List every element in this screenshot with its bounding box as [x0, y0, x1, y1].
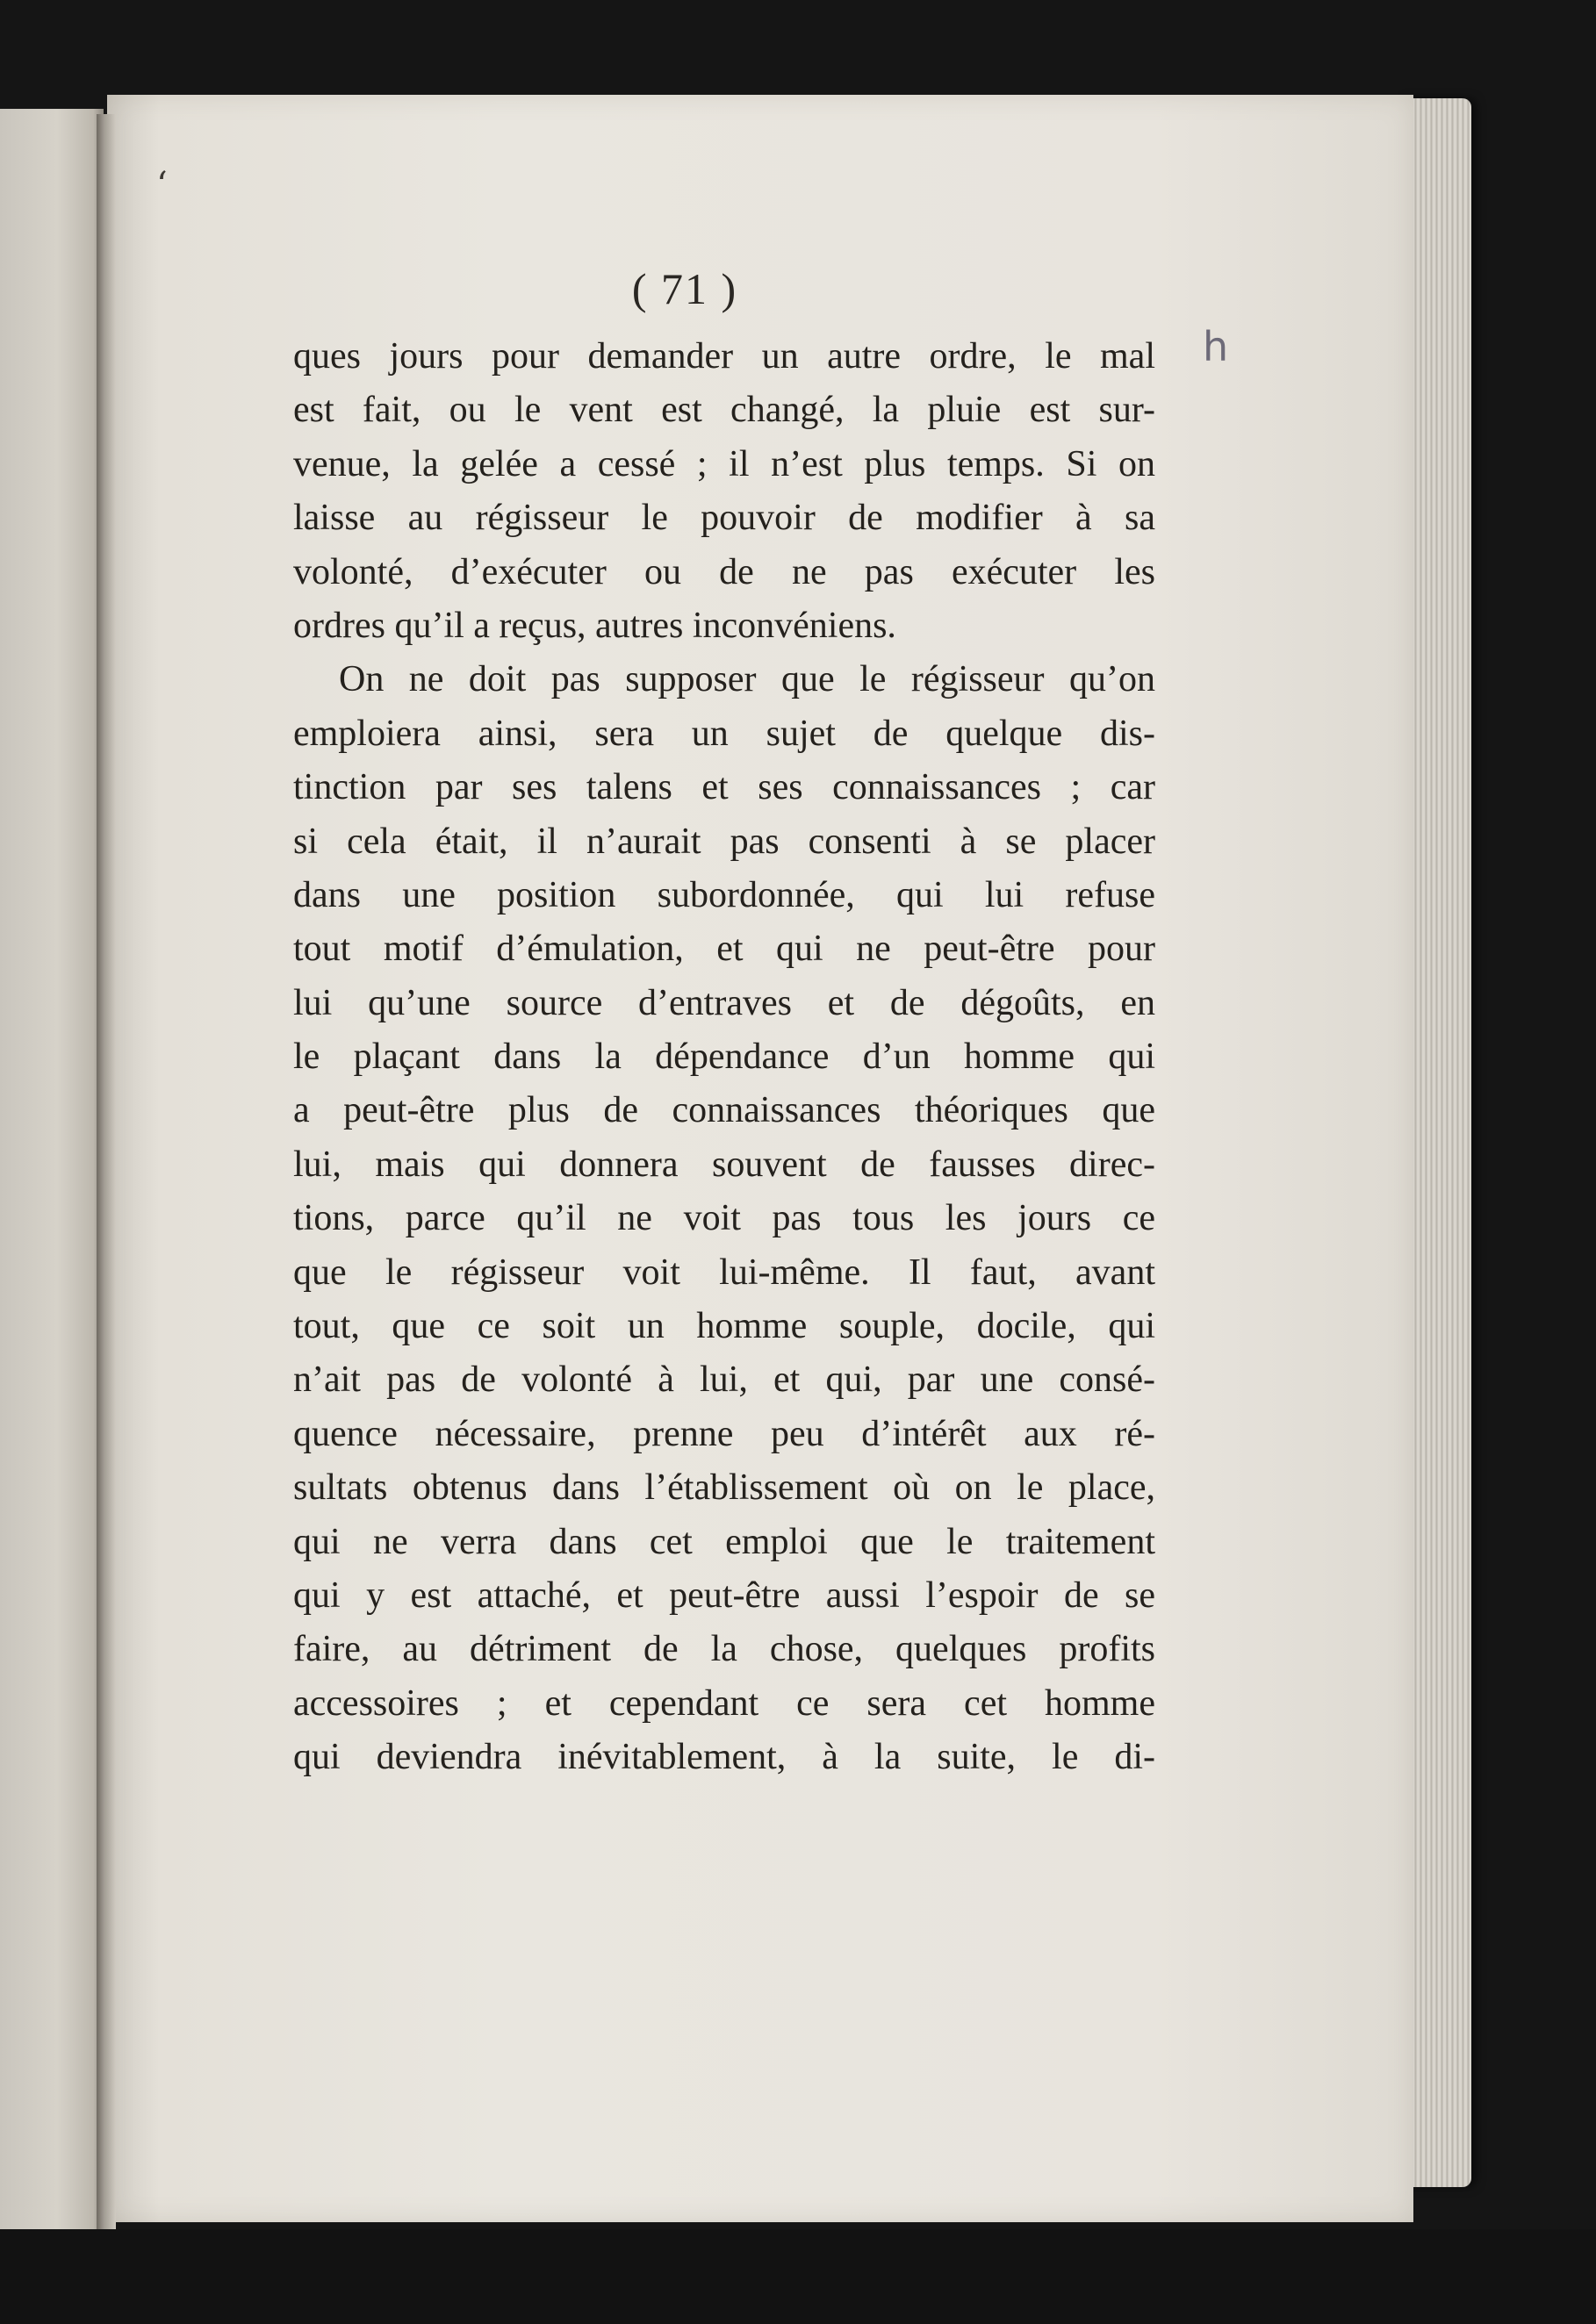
- page-number: ( 71 ): [631, 264, 738, 313]
- text-line: lui, mais qui donnera souvent de fausses direc-: [293, 1144, 1155, 1185]
- text-line: dans une position subordonnée, qui lui refuse: [293, 874, 1155, 915]
- text-line: accessoires ; et cependant ce sera cet homme: [293, 1682, 1155, 1724]
- text-line: qui y est attaché, et peut-être aussi l’espoir de se: [293, 1574, 1155, 1616]
- body-text: [293, 330, 1155, 1785]
- text-line: est fait, ou le vent est changé, la pluie est sur-: [293, 390, 1155, 431]
- text-line: venue, la gelée a cessé ; il n’est plus temps. Si on: [293, 443, 1155, 484]
- margin-tick-mark: ‘: [156, 165, 168, 205]
- left-page-edge: [0, 109, 104, 2233]
- text-line: sultats obtenus dans l’établissement où on le place,: [293, 1467, 1155, 1509]
- text-line: si cela était, il n’aurait pas consenti à se placer: [293, 821, 1155, 862]
- text-line: quence nécessaire, prenne peu d’intérêt aux ré-: [293, 1413, 1155, 1454]
- paragraph-start-line: On ne doit pas supposer que le régisseur qu’on: [339, 659, 1155, 700]
- text-line: n’ait pas de volonté à lui, et qui, par une consé-: [293, 1359, 1155, 1401]
- text-line: que le régisseur voit lui-même. Il faut, avant: [293, 1252, 1155, 1293]
- scan-background: [0, 2229, 1596, 2324]
- text-line: faire, au détriment de la chose, quelques profits: [293, 1629, 1155, 1670]
- text-line: lui qu’une source d’entraves et de dégoûts, en: [293, 982, 1155, 1023]
- text-line: a peut-être plus de connaissances théoriques que: [293, 1090, 1155, 1131]
- text-line: ordres qu’il a reçus, autres inconvéniens.: [293, 605, 896, 646]
- book-gutter: [97, 114, 116, 2229]
- text-line: tions, parce qu’il ne voit pas tous les jours ce: [293, 1198, 1155, 1239]
- text-line: ques jours pour demander un autre ordre, le mal: [293, 336, 1155, 377]
- text-line: le plaçant dans la dépendance d’un homme qui: [293, 1036, 1155, 1078]
- text-line: qui ne verra dans cet emploi que le traitement: [293, 1521, 1155, 1562]
- text-line: tout, que ce soit un homme souple, docile, qui: [293, 1306, 1155, 1347]
- text-line: tout motif d’émulation, et qui ne peut-être pour: [293, 929, 1155, 970]
- text-line: volonté, d’exécuter ou de ne pas exécuter les: [293, 551, 1155, 592]
- text-line: tinction par ses talens et ses connaissances ; car: [293, 767, 1155, 808]
- text-line: qui deviendra inévitablement, à la suite, le di-: [293, 1737, 1155, 1778]
- text-line: laisse au régisseur le pouvoir de modifier à sa: [293, 498, 1155, 539]
- margin-annotation: h: [1203, 323, 1229, 370]
- text-line: emploiera ainsi, sera un sujet de quelque dis-: [293, 713, 1155, 754]
